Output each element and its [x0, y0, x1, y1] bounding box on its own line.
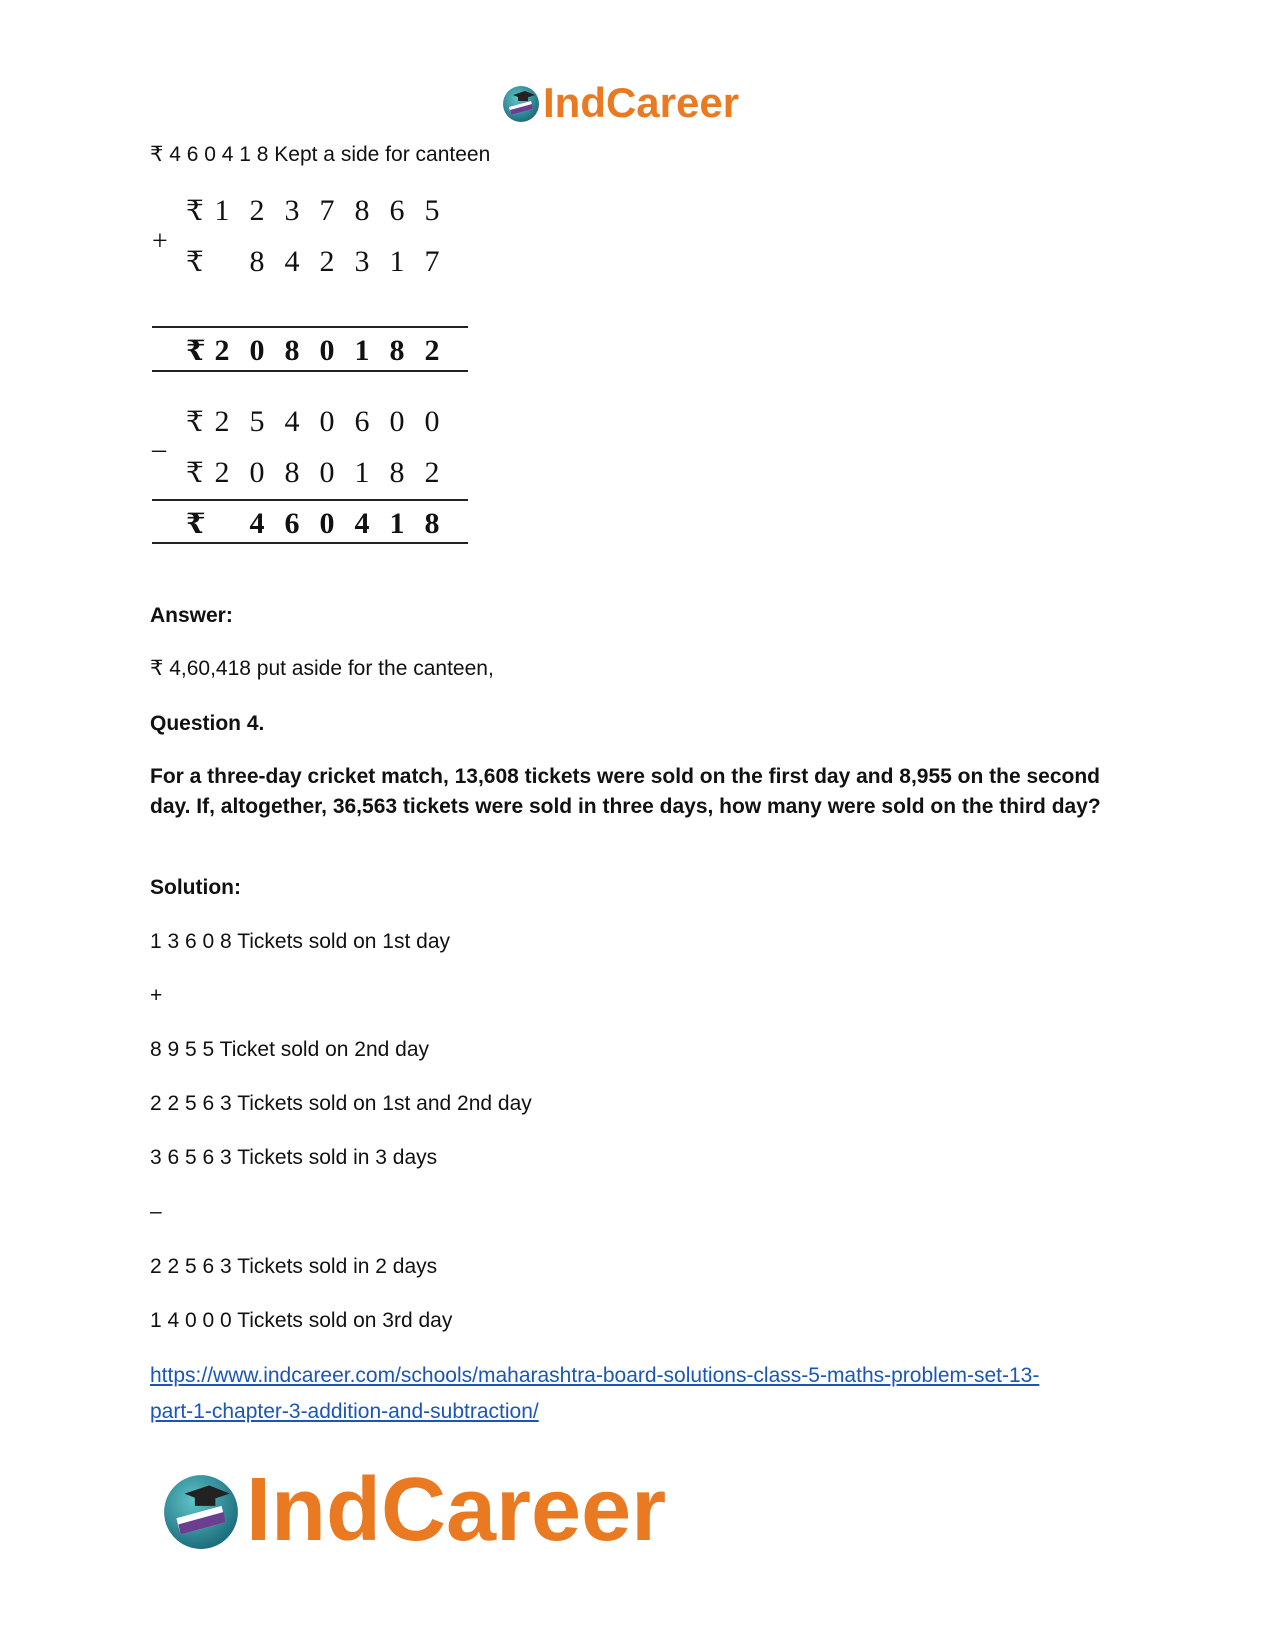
- rule-line: [152, 326, 468, 328]
- answer-text: ₹ 4,60,418 put aside for the canteen,: [150, 657, 494, 680]
- rupee-symbol: ₹: [186, 336, 206, 367]
- calc-row-sum: [150, 334, 470, 374]
- calc-row-2: [150, 245, 470, 285]
- globe-book-icon: [501, 83, 541, 123]
- calc-digit: 0: [319, 507, 335, 540]
- calc-digit: 8: [354, 194, 370, 227]
- calc-digit: 7: [319, 194, 335, 227]
- solution-line: 2 2 5 6 3 Tickets sold on 1st and 2nd day: [150, 1092, 532, 1115]
- calc-digit: 2: [214, 405, 230, 438]
- calc-digit: 1: [354, 456, 370, 489]
- brand-wordmark: IndCareer: [543, 79, 740, 126]
- calc-digit: 6: [284, 507, 300, 540]
- calc-digit: 3: [284, 194, 300, 227]
- addition-subtraction-calculation: [150, 194, 470, 580]
- calc-row-4: [150, 456, 470, 496]
- question-text: For a three-day cricket match, 13,608 tickets were sold on the first day and 8,955 on the second day. If, altogether, 36,563 tickets were sold in three days, how many were sold on the third day?: [150, 765, 1101, 818]
- calc-digit: 0: [389, 405, 405, 438]
- calc-digit: 1: [389, 507, 405, 540]
- calc-digit: 2: [424, 456, 440, 489]
- calc-digit: 4: [284, 245, 300, 278]
- solution-line: 8 9 5 5 Ticket sold on 2nd day: [150, 1038, 430, 1061]
- globe-book-icon: [160, 1469, 242, 1551]
- minus-sign: –: [152, 434, 166, 465]
- calc-digit: 1: [389, 245, 405, 278]
- calc-digit: 4: [284, 405, 300, 438]
- solution-line: 1 4 0 0 0 Tickets sold on 3rd day: [150, 1309, 453, 1332]
- calc-row-3: [150, 405, 470, 445]
- calc-digit: 5: [249, 405, 265, 438]
- calc-digit: 2: [319, 245, 335, 278]
- solution-line: 1 3 6 0 8 Tickets sold on 1st day: [150, 930, 451, 953]
- calc-digit: 4: [354, 507, 370, 540]
- calc-digit: 4: [249, 507, 265, 540]
- calc-digit: 0: [319, 456, 335, 489]
- rule-line: [152, 499, 468, 501]
- calc-digit: 2: [214, 334, 230, 367]
- source-link-line-2[interactable]: part-1-chapter-3-addition-and-subtraction/: [150, 1400, 539, 1423]
- source-link[interactable]: [150, 1358, 1150, 1430]
- source-link-line-1[interactable]: https://www.indcareer.com/schools/maharashtra-board-solutions-class-5-maths-problem-set-13-: [150, 1364, 1040, 1387]
- calc-digit: 2: [249, 194, 265, 227]
- footer-logo: [160, 1460, 667, 1560]
- solution-line: –: [150, 1200, 162, 1223]
- calc-digit: 0: [249, 334, 265, 367]
- calc-digit: 0: [424, 405, 440, 438]
- calc-digit: 8: [284, 456, 300, 489]
- calc-digit: 8: [249, 245, 265, 278]
- calc-row-1: [150, 194, 470, 234]
- calc-digit: 2: [214, 456, 230, 489]
- header-logo: [501, 80, 739, 126]
- calc-digit: 8: [389, 334, 405, 367]
- rupee-symbol: ₹: [186, 247, 204, 278]
- calc-digit: 0: [249, 456, 265, 489]
- calc-digit: 3: [354, 245, 370, 278]
- plus-sign: +: [152, 226, 168, 257]
- rule-line: [152, 542, 468, 544]
- calc-digit: 8: [424, 507, 440, 540]
- solution-label: Solution:: [150, 876, 241, 899]
- calc-digit: 1: [354, 334, 370, 367]
- rupee-symbol: ₹: [186, 509, 206, 540]
- calc-row-result: [150, 507, 470, 547]
- brand-wordmark: IndCareer: [246, 1460, 667, 1560]
- intro-line: ₹ 4 6 0 4 1 8 Kept a side for canteen: [150, 143, 491, 166]
- calc-digit: 7: [424, 245, 440, 278]
- calc-digit: 6: [354, 405, 370, 438]
- calc-digit: 5: [424, 194, 440, 227]
- answer-label: Answer:: [150, 604, 233, 627]
- solution-line: 3 6 5 6 3 Tickets sold in 3 days: [150, 1146, 438, 1169]
- rule-line: [152, 370, 468, 372]
- solution-line: +: [150, 984, 163, 1007]
- calc-digit: 0: [319, 405, 335, 438]
- question-label: Question 4.: [150, 712, 265, 735]
- calc-digit: 2: [424, 334, 440, 367]
- calc-digit: 8: [389, 456, 405, 489]
- rupee-symbol: ₹: [186, 196, 204, 227]
- rupee-symbol: ₹: [186, 407, 204, 438]
- calc-digit: 8: [284, 334, 300, 367]
- rupee-symbol: ₹: [186, 458, 204, 489]
- solution-line: 2 2 5 6 3 Tickets sold in 2 days: [150, 1255, 438, 1278]
- calc-digit: 1: [214, 194, 230, 227]
- calc-digit: 6: [389, 194, 405, 227]
- calc-digit: 0: [319, 334, 335, 367]
